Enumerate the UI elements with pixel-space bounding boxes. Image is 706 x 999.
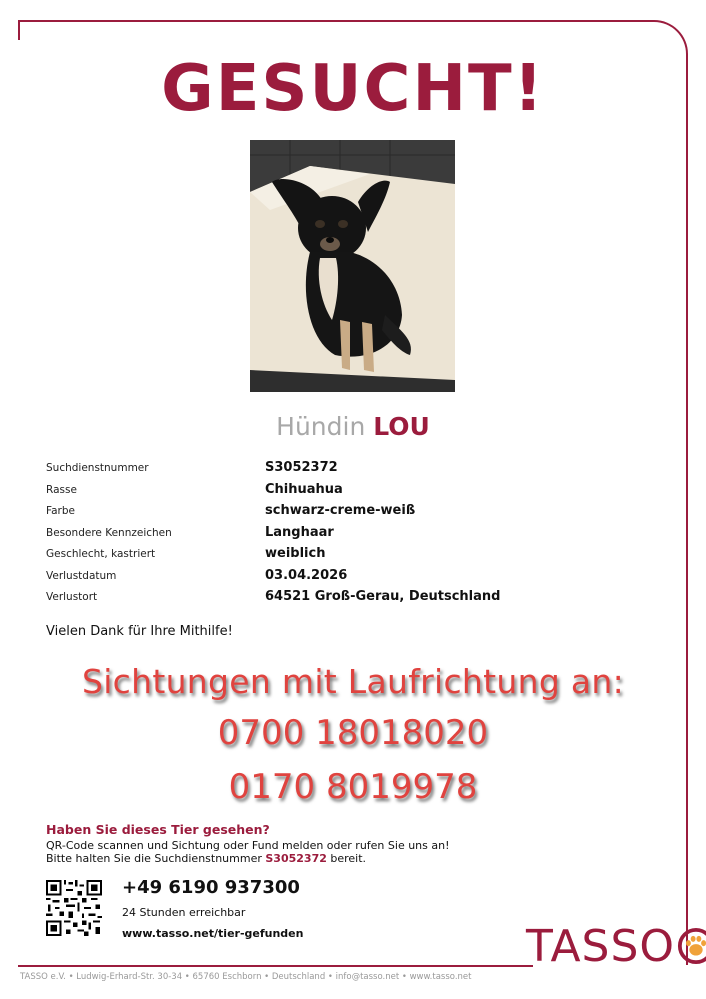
fact-row-sex [46,544,646,566]
fact-value: weiblich [265,546,326,561]
poster-title: GESUCHT! [161,52,545,126]
frame-edge-bottom [18,965,533,967]
fact-row-marks [46,523,646,545]
seen-reminder [46,852,366,865]
contact-hours: 24 Stunden erreichbar [122,906,246,919]
fact-label: Geschlecht, kastriert [46,548,156,560]
fact-label: Farbe [46,505,75,517]
fact-label: Besondere Kennzeichen [46,526,172,539]
fact-value: 03.04.2026 [265,567,348,583]
contact-website-link[interactable]: www.tasso.net/tier-gefunden [122,927,304,940]
fact-row-color [46,501,646,523]
logo-text: TASSO [526,920,676,972]
callout-phone-2: 0170 8019978 [228,767,478,807]
seen-reminder-after: bereit. [326,852,367,865]
tasso-logo [526,922,706,970]
pet-name-line [0,412,706,441]
pet-photo [250,140,455,392]
callout-phone-1: 0700 18018020 [217,713,489,753]
callout-heading: Sichtungen mit Laufrichtung an: [81,662,625,701]
fact-label: Suchdienstnummer [46,462,149,474]
fact-row-loss-place [46,587,646,609]
contact-phone[interactable]: +49 6190 937300 [122,877,300,898]
facts-table [46,458,646,609]
frame-edge-left [18,20,20,40]
seen-reminder-number: S3052372 [265,852,327,865]
footer-address: TASSO e.V. • Ludwig-Erhard-Str. 30-34 • 65760 Eschborn • Deutschland • info@tasso.net • www.tasso.net [20,972,472,982]
pet-name: LOU [373,412,430,441]
fact-row-breed [46,480,646,502]
fact-value: 64521 Groß-Gerau, Deutschland [265,589,501,604]
seen-reminder-before: Bitte halten Sie die Suchdienstnummer [46,852,266,865]
fact-row-search-number [46,458,646,480]
qr-code[interactable] [46,880,102,936]
fact-value: S3052372 [265,460,338,475]
fact-value: Langhaar [265,524,334,540]
fact-value: Chihuahua [265,481,343,497]
seen-heading: Haben Sie dieses Tier gesehen? [46,822,270,837]
fact-label: Verlustort [46,591,98,603]
seen-instructions: QR-Code scannen und Sichtung oder Fund melden oder rufen Sie uns an! [46,839,450,852]
fact-value: schwarz-creme-weiß [265,503,416,518]
fact-label: Verlustdatum [46,569,117,582]
fact-label: Rasse [46,483,77,496]
pet-kind: Hündin [276,412,366,441]
paw-icon [677,927,706,965]
thanks-text: Vielen Dank für Ihre Mithilfe! [46,624,233,639]
fact-row-loss-date [46,566,646,588]
